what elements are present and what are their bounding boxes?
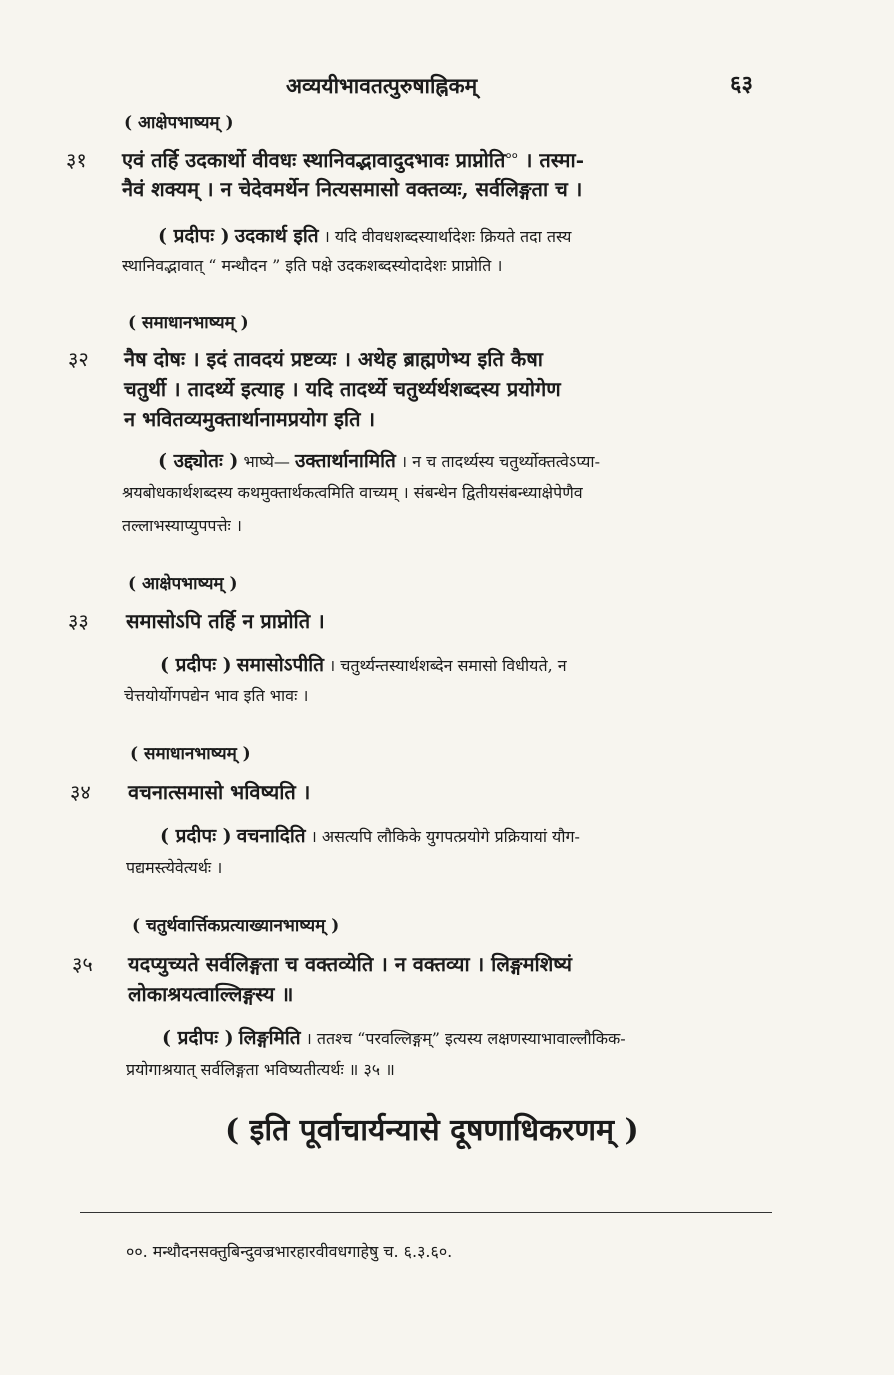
section-label-35: ( चतुर्थवार्त्तिकप्रत्याख्यानभाष्यम् ) <box>132 916 340 936</box>
commentary-35-line-1: ( प्रदीपः ) लिङ्गमिति । ततश्च “परवल्लिङ्गम्” इत्यस्य लक्षणस्याभावाल्लौकिक- <box>162 1027 626 1049</box>
bhashya-32-line-1: नैष दोषः । इदं तावदयं प्रष्टव्यः । अथेह ब्राह्मणेभ्य इति कैषा <box>124 347 543 371</box>
section-number-35: ३५ <box>72 952 93 976</box>
chapter-closing-title: ( इति पूर्वाचार्यन्यासे दूषणाधिकरणम् ) <box>225 1113 639 1148</box>
section-label-33: ( आक्षेपभाष्यम् ) <box>128 574 238 594</box>
section-label-32: ( समाधानभाष्यम् ) <box>128 313 249 333</box>
commentary-35-line-2: प्रयोगाश्रयात् सर्वलिङ्गता भविष्यतीत्यर्थः ॥ ३५ ॥ <box>126 1060 395 1079</box>
bhashya-35-line-2: लोकाश्रयत्वाल्लिङ्गस्य ॥ <box>128 982 294 1006</box>
bhashya-33-line-1: समासोऽपि तर्हि न प्राप्नोति । <box>126 609 325 633</box>
commentary-32-line-1: ( उद्द्योतः ) भाष्ये— उक्तार्थानामिति । न च तादर्थ्यस्य चतुर्थ्योक्तत्वेऽप्या- <box>158 450 600 472</box>
bhashya-34-line-1: वचनात्समासो भविष्यति । <box>128 780 311 804</box>
footnote-divider <box>80 1212 772 1213</box>
commentary-33-line-1: ( प्रदीपः ) समासोऽपीति । चतुर्थ्यन्तस्यार्थशब्देन समासो विधीयते, न <box>160 654 567 676</box>
commentary-34-line-2: पद्यमस्त्येवेत्यर्थः । <box>126 858 223 877</box>
footnote-marker: ०० <box>505 148 518 163</box>
bhashya-32-line-2: चतुर्थी । तादर्थ्ये इत्याह । यदि तादर्थ्ये चतुर्थ्यर्थशब्दस्य प्रयोगेण <box>124 377 561 401</box>
section-number-33: ३३ <box>68 609 89 633</box>
bhashya-31-line-1: एवं तर्हि उदकार्थो वीवधः स्थानिवद्भावादुदभावः प्राप्नोति$^{००}$ । तस्मा- <box>122 148 584 172</box>
commentary-31-line-2: स्थानिवद्भावात् “ मन्थौदन ” इति पक्षे उदकशब्दस्योदादेशः प्राप्नोति । <box>122 256 503 275</box>
footnote: ००. मन्थौदनसक्तुबिन्दुवज्रभारहारवीवधगाहेषु च. ६.३.६०. <box>126 1242 453 1261</box>
bhashya-35-line-1: यदप्युच्यते सर्वलिङ्गता च वक्तव्येति । न वक्तव्या । लिङ्गमशिष्यं <box>128 952 573 976</box>
running-header-title: अव्ययीभावतत्पुरुषाह्निकम् <box>286 73 478 98</box>
bhashya-32-line-3: न भवितव्यमुक्तार्थानामप्रयोग इति । <box>124 407 376 431</box>
commentary-31-line-1: ( प्रदीपः ) उदकार्थ इति । यदि वीवधशब्दस्यार्थादेशः क्रियते तदा तस्य <box>158 225 572 247</box>
section-label-31: ( आक्षेपभाष्यम् ) <box>124 113 234 133</box>
commentary-33-line-2: चेत्तयोर्योगपद्येन भाव इति भावः । <box>124 686 309 705</box>
section-label-34: ( समाधानभाष्यम् ) <box>130 744 251 764</box>
commentary-32-line-3: तल्लाभस्याप्युपपत्तेः । <box>122 516 242 535</box>
commentary-32-line-2: श्रयबोधकार्थशब्दस्य कथमुक्तार्थकत्वमिति वाच्यम् । संबन्धेन द्वितीयसंबन्ध्याक्षेपेणैव <box>122 483 583 502</box>
page-number: ६३ <box>730 71 753 97</box>
section-number-31: ३१ <box>66 148 87 172</box>
section-number-32: ३२ <box>68 347 89 371</box>
bhashya-31-line-2: नैवं शक्यम् । न चेदेवमर्थेन नित्यसमासो वक्तव्यः, सर्वलिङ्गता च । <box>122 177 583 201</box>
commentary-34-line-1: ( प्रदीपः ) वचनादिति । असत्यपि लौकिके युगपत्प्रयोगे प्रक्रियायां यौग- <box>160 825 580 847</box>
section-number-34: ३४ <box>70 780 91 804</box>
